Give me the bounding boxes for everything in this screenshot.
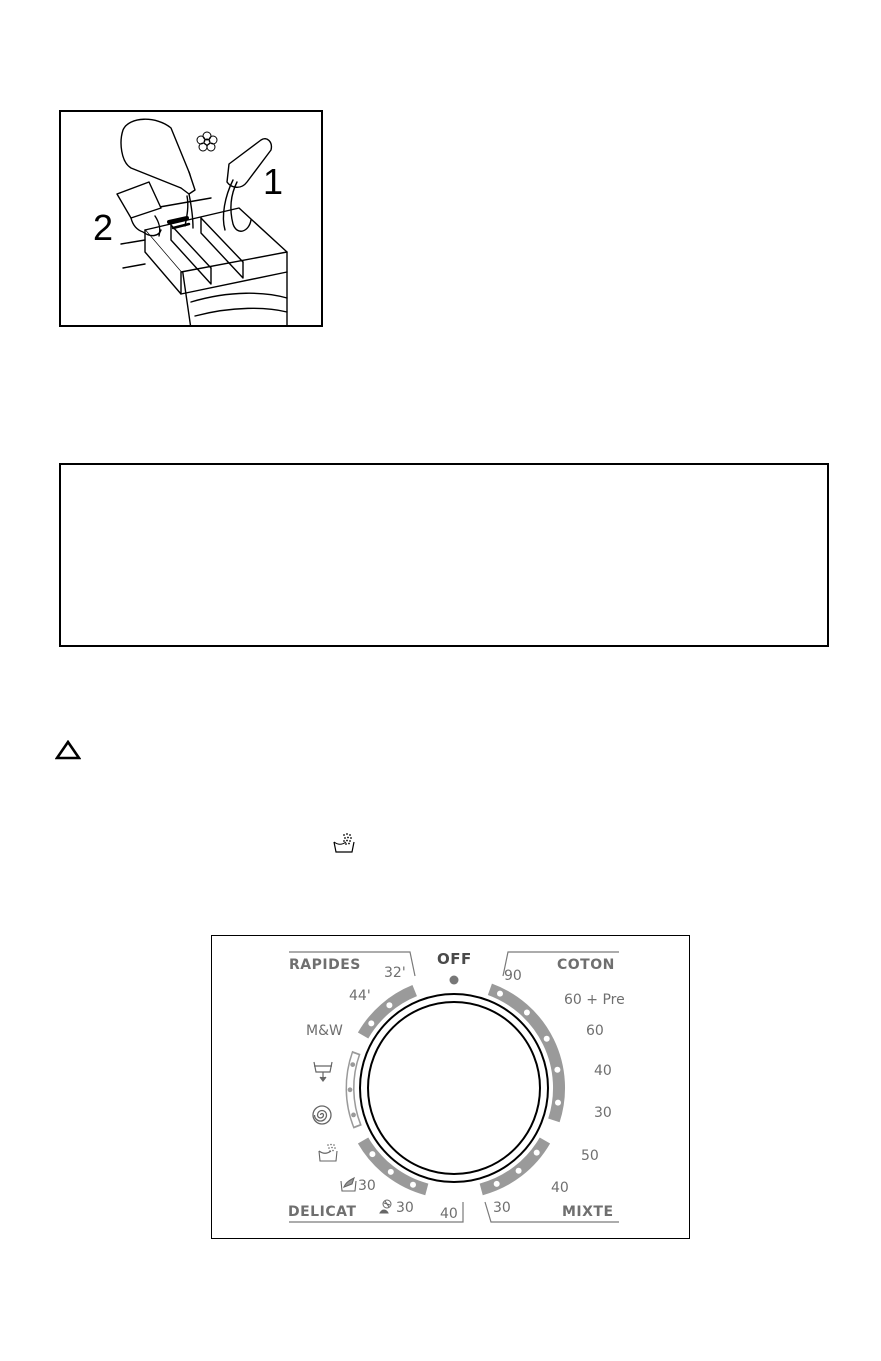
- drain-icon: [312, 1060, 334, 1084]
- coton-60: 60: [586, 1023, 604, 1039]
- note-box: [59, 463, 829, 647]
- dial-position-dot: [386, 1002, 392, 1008]
- program-dial-graphic: [212, 936, 691, 1240]
- dial-position-dot: [348, 1087, 353, 1092]
- mixte-30: 30: [493, 1200, 511, 1216]
- dial-position-dot: [524, 1010, 530, 1016]
- off-indicator-dot: [450, 976, 459, 985]
- dial-position-dot: [351, 1113, 356, 1118]
- delicat-hand-wash-30: 30: [358, 1178, 376, 1194]
- detergent-drawer-figure: [59, 110, 323, 327]
- flower-icon: [197, 132, 217, 151]
- program-32-min: 32': [384, 965, 406, 981]
- figure-label-1: 1: [263, 161, 284, 202]
- delicat-40: 40: [440, 1206, 458, 1222]
- dial-position-dot: [494, 1181, 500, 1187]
- rinse-icon: [332, 832, 356, 854]
- group-label-coton: COTON: [557, 957, 615, 973]
- coton-40: 40: [594, 1063, 612, 1079]
- dial-position-dot: [410, 1182, 416, 1188]
- delicat-wool-30: 30: [396, 1200, 414, 1216]
- dial-position-dot: [534, 1150, 540, 1156]
- warning-triangle-icon: [55, 740, 81, 760]
- hand-wash-icon: [340, 1176, 357, 1192]
- off-label: OFF: [437, 950, 472, 968]
- dial-position-dot: [555, 1100, 561, 1106]
- group-label-rapides: RAPIDES: [289, 957, 361, 973]
- coton-90: 90: [504, 968, 522, 984]
- dial-knob: [368, 1002, 540, 1174]
- wool-icon: [378, 1199, 394, 1215]
- dial-position-dot: [388, 1169, 394, 1175]
- dial-position-dot: [544, 1036, 550, 1042]
- program-mw: M&W: [306, 1023, 343, 1039]
- dial-position-dot: [350, 1062, 355, 1067]
- spin-icon: [311, 1104, 333, 1126]
- dial-position-dot: [369, 1151, 375, 1157]
- rinse-icon: [317, 1143, 339, 1163]
- mixte-40: 40: [551, 1180, 569, 1196]
- group-label-mixte: MIXTE: [562, 1204, 614, 1220]
- coton-60-pre: 60 + Pre: [564, 992, 625, 1008]
- coton-30: 30: [594, 1105, 612, 1121]
- dial-position-dot: [497, 991, 503, 997]
- program-44-min: 44': [349, 988, 371, 1004]
- group-label-delicat: DELICAT: [288, 1204, 357, 1220]
- figure-label-2: 2: [93, 207, 114, 248]
- dial-position-dot: [554, 1067, 560, 1073]
- dial-position-dot: [516, 1168, 522, 1174]
- mixte-50: 50: [581, 1148, 599, 1164]
- dial-position-dot: [368, 1020, 374, 1026]
- program-dial-panel: [211, 935, 690, 1239]
